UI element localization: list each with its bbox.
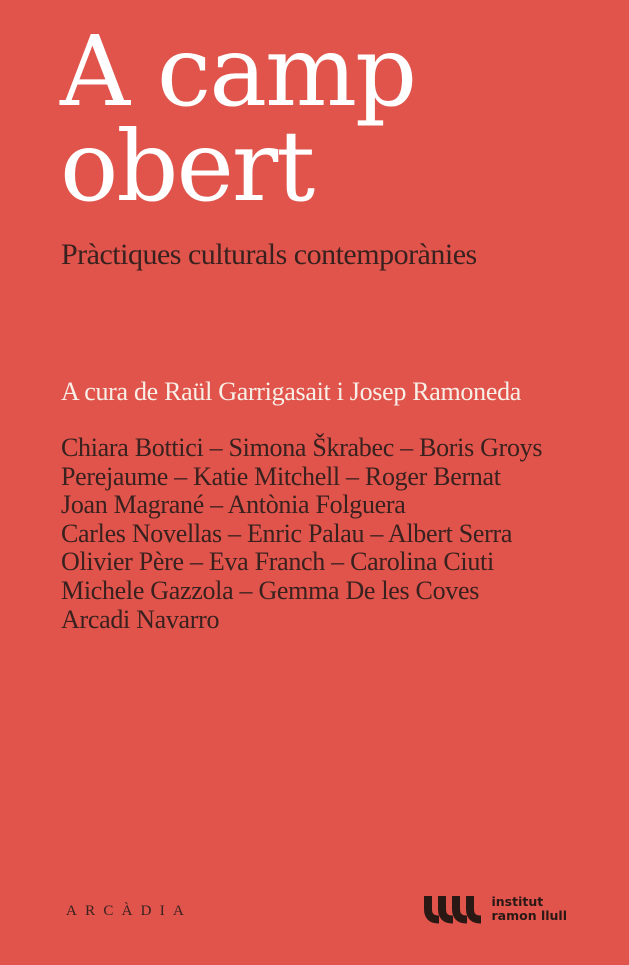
book-title-line-1: A camp xyxy=(60,15,416,128)
contributor-line: Arcadi Navarro xyxy=(61,604,220,634)
book-title xyxy=(60,15,416,223)
contributor-line: Carles Novellas – Enric Palau – Albert Serra xyxy=(61,518,513,548)
editors-line: A cura de Raül Garrigasait i Josep Ramoneda xyxy=(61,377,522,406)
logo-text-line-1: institut xyxy=(491,894,544,909)
book-subtitle: Pràctiques culturals contemporànies xyxy=(61,238,477,271)
contributor-names xyxy=(61,434,542,634)
publisher-logo-arcadia: ARCÀDIA xyxy=(66,903,193,919)
logo-text-line-2: ramon llull xyxy=(491,907,567,923)
institut-ramon-llull-wordmark xyxy=(491,894,567,922)
contributor-line: Olivier Père – Eva Franch – Carolina Ciuti xyxy=(61,547,494,577)
institut-ramon-llull-logo xyxy=(424,894,567,924)
book-title-line-2: obert xyxy=(60,110,314,223)
llll-icon xyxy=(424,896,482,924)
contributor-line: Chiara Bottici – Simona Škrabec – Boris Groys xyxy=(61,433,543,462)
contributor-line: Perejaume – Katie Mitchell – Roger Bernat xyxy=(61,461,501,491)
contributor-line: Joan Magrané – Antònia Folguera xyxy=(61,490,406,520)
contributor-line: Michele Gazzola – Gemma De les Coves xyxy=(61,575,480,605)
